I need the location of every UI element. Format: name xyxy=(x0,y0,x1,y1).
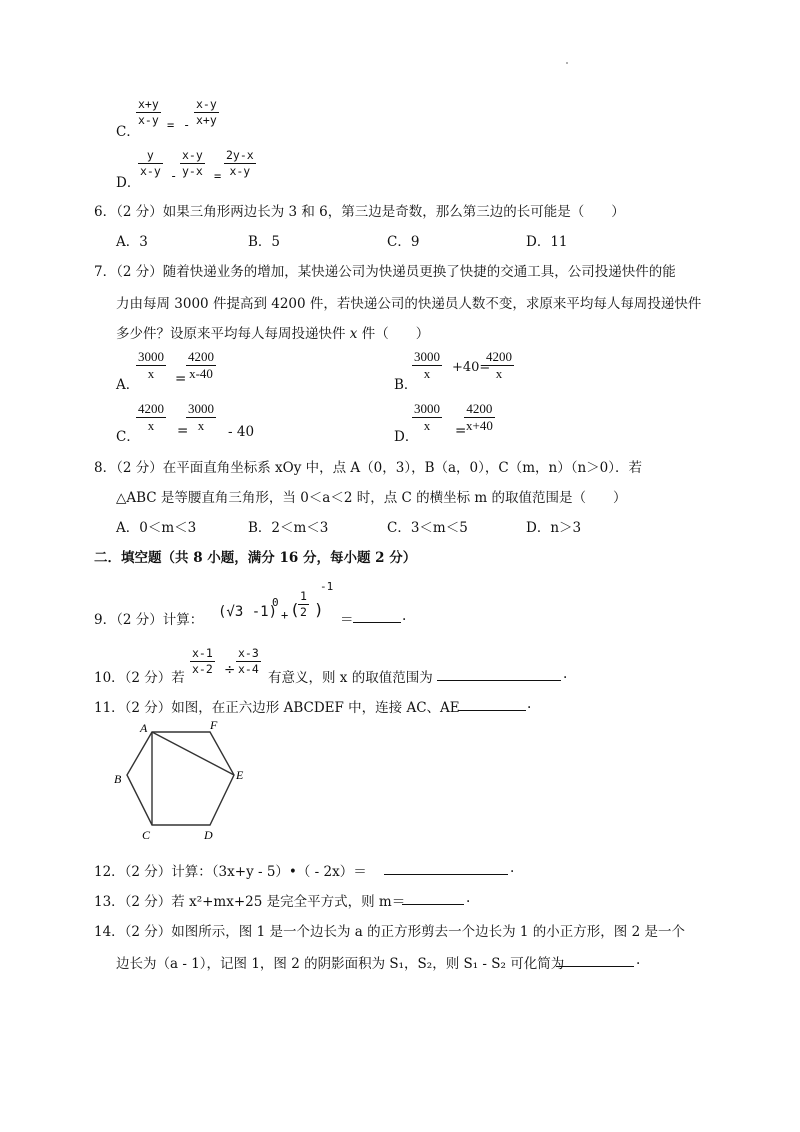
section-2-title: 二．填空题（共 8 小题，满分 16 分，每小题 2 分） xyxy=(94,550,417,566)
q5-c-right-fraction: $\frac{x-y}{x+y}$ xyxy=(196,97,217,127)
q10-fraction-a: $\frac{x-1}{x-2}$ xyxy=(192,646,213,676)
q10-fraction-b: $\frac{x-3}{x-4}$ xyxy=(238,646,259,676)
q11-answer-blank[interactable] xyxy=(458,698,526,711)
q7-line1: 7．（2 分）随着快递业务的增加，某快递公司为快递员更换了快捷的交通工具，公司投递快件的能 xyxy=(94,264,676,280)
q6-option-c: C．9 xyxy=(387,234,420,250)
q6-option-a: A．3 xyxy=(116,234,148,250)
q14-answer-blank[interactable] xyxy=(556,954,634,967)
vertex-label-d: D xyxy=(204,828,213,842)
vertex-label-c: C xyxy=(142,828,151,842)
q5-c-label: C． xyxy=(116,124,140,140)
vertex-label-b: B xyxy=(114,772,122,786)
q5-c-left-fraction: $\frac{x+y}{x-y}$ xyxy=(138,97,159,127)
q14-line1: 14．（2 分）如图所示，图 1 是一个边长为 a 的正方形剪去一个边长为 1 的小正方形，图 2 是一个 xyxy=(94,924,685,940)
q8-option-d: D．n＞3 xyxy=(526,520,582,536)
q5-d-fraction-a: $\frac{y}{x-y}$ xyxy=(140,148,161,178)
vertex-label-e: E xyxy=(236,768,244,782)
q8-option-c: C．3＜m＜5 xyxy=(387,520,468,536)
hexagon-shape xyxy=(127,732,234,825)
q9-answer-blank[interactable] xyxy=(353,610,401,623)
q7-line2: 力由每周 3000 件提高到 4200 件，若快递公司的快递员人数不变，求原来平均每人每周投递快件 xyxy=(116,296,702,312)
vertex-label-f: F xyxy=(210,718,218,732)
q6-option-b: B．5 xyxy=(248,234,281,250)
q12-answer-blank[interactable] xyxy=(384,862,508,875)
q13-answer-blank[interactable] xyxy=(402,892,464,905)
q8-option-b: B．2＜m＜3 xyxy=(248,520,329,536)
q14-line2: 边长为（a - 1），记图 1，图 2 的阴影面积为 S₁，S₂，则 S₁ - S₂ 可化简为 xyxy=(116,956,565,972)
q8-line1: 8．（2 分）在平面直角坐标系 xOy 中，点 A（0，3），B（a，0），C（m，n）（n＞0）．若 xyxy=(94,460,642,476)
q6-option-d: D．11 xyxy=(526,234,568,250)
q5-d-fraction-c: $\frac{2y-x}{x-y}$ xyxy=(226,148,254,178)
q7-line3: 多少件？设原来平均每人每周投递快件 x 件（ ） xyxy=(116,326,430,342)
scan-dot xyxy=(566,62,568,64)
q8-option-a: A．0＜m＜3 xyxy=(116,520,197,536)
q6-stem: 6．（2 分）如果三角形两边长为 3 和 6，第三边是奇数，那么第三边的长可能是（ ） xyxy=(94,204,625,220)
q9-fraction: $\frac{1}{2}$ xyxy=(300,589,307,619)
q5-d-fraction-b: $\frac{x-y}{y-x}$ xyxy=(182,148,203,178)
hexagon-figure xyxy=(100,715,260,845)
q10-answer-blank[interactable] xyxy=(437,668,561,681)
vertex-label-a: A xyxy=(140,721,148,735)
q8-line2: △ABC 是等腰直角三角形，当 0＜a＜2 时，点 C 的横坐标 m 的取值范围是（ ） xyxy=(116,490,627,506)
